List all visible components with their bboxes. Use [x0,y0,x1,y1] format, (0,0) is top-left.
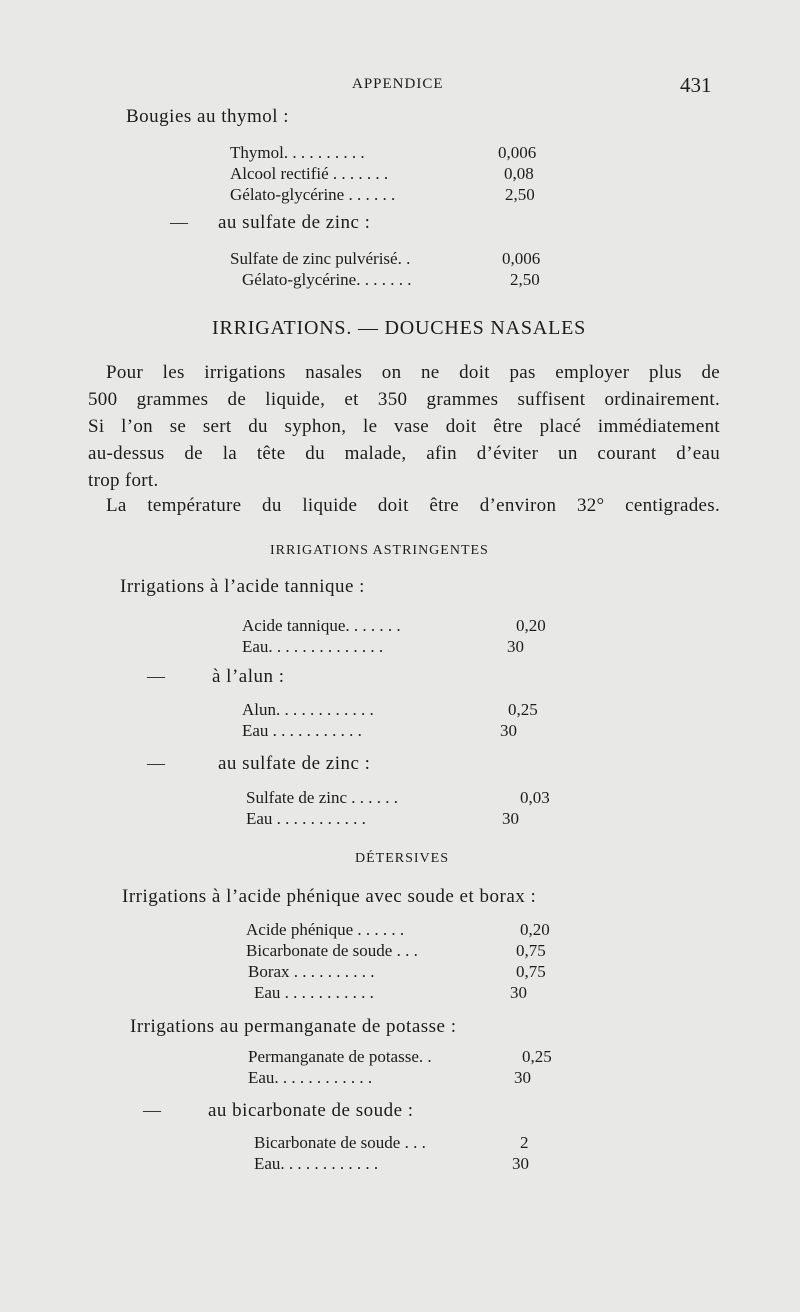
recipe-amount: 0,20 [516,616,546,635]
irrigation-intro: Irrigations au permanganate de potasse : [130,1016,457,1037]
ditto-dash: — [143,1100,161,1120]
recipe-item: Eau. . . . . . . . . . . . [254,1154,379,1173]
recipe-amount: 30 [514,1068,531,1087]
recipe-item: Alun. . . . . . . . . . . . [242,700,374,719]
recipe-item: Acide phénique . . . . . . [246,920,405,939]
recipe-amount: 0,006 [498,143,537,162]
recipe-amount: 0,75 [516,941,546,960]
page-number: 431 [680,73,712,97]
irrigation-intro: Irrigations à l’acide tannique : [120,576,365,597]
variant-label: au bicarbonate de soude : [208,1100,414,1121]
recipe-amount: 0,08 [504,164,534,183]
ditto-dash: — [147,666,165,686]
irrigation-intro: Irrigations à l’acide phénique avec soude et borax : [122,886,537,907]
section-heading: IRRIGATIONS. — DOUCHES NASALES [212,317,587,339]
recipe-amount: 0,03 [520,788,550,807]
recipe-amount: 0,25 [522,1047,552,1066]
variant-label: au sulfate de zinc : [218,753,371,774]
paragraph-line: au-dessus de la tête du malade, afin d’éviter un courant d’eau [88,443,720,464]
recipe-amount: 30 [507,637,524,656]
paragraph-line: La température du liquide doit être d’environ 32° centigrades. [106,495,720,516]
running-title: APPENDICE [352,76,444,92]
recipe-item: Eau . . . . . . . . . . . [254,983,374,1002]
bougies-title: Bougies au thymol : [126,106,290,127]
ditto-dash: — [147,753,165,773]
subsection-heading: IRRIGATIONS ASTRINGENTES [270,543,489,558]
variant-label: à l’alun : [212,666,285,687]
recipe-item: Sulfate de zinc . . . . . . [246,788,399,807]
subsection-heading: DÉTERSIVES [355,851,449,866]
recipe-item: Bicarbonate de soude . . . [254,1133,426,1152]
recipe-amount: 2 [520,1133,529,1152]
recipe-amount: 30 [502,809,519,828]
paragraph-line: trop fort. [88,470,159,491]
recipe-amount: 0,25 [508,700,538,719]
recipe-item: Bicarbonate de soude . . . [246,941,418,960]
recipe-amount: 30 [500,721,517,740]
recipe-item: Permanganate de potasse. . [248,1047,432,1066]
recipe-item: Acide tannique. . . . . . . [242,616,401,635]
recipe-amount: 0,75 [516,962,546,981]
recipe-amount: 0,006 [502,249,541,268]
recipe-amount: 2,50 [505,185,535,204]
recipe-item: Eau. . . . . . . . . . . . [248,1068,373,1087]
recipe-item: Thymol. . . . . . . . . . [230,143,365,162]
recipe-amount: 2,50 [510,270,540,289]
recipe-item: Eau. . . . . . . . . . . . . . [242,637,384,656]
paragraph-line: Pour les irrigations nasales on ne doit pas employer plus de [106,362,720,383]
recipe-amount: 30 [512,1154,529,1173]
ditto-dash: — [170,212,188,232]
recipe-item: Gélato-glycérine. . . . . . . [242,270,412,289]
recipe-item: Eau . . . . . . . . . . . [246,809,366,828]
paragraph-line: Si l’on se sert du syphon, le vase doit être placé immédiatement [88,416,720,437]
recipe-amount: 0,20 [520,920,550,939]
recipe-item: Eau . . . . . . . . . . . [242,721,362,740]
paragraph-line: 500 grammes de liquide, et 350 grammes suffisent ordinairement. [88,389,720,410]
recipe-item: Borax . . . . . . . . . . [248,962,375,981]
recipe-amount: 30 [510,983,527,1002]
recipe-item: Gélato-glycérine . . . . . . [230,185,396,204]
recipe-item: Sulfate de zinc pulvérisé. . [230,249,411,268]
variant-label: au sulfate de zinc : [218,212,371,233]
recipe-item: Alcool rectifié . . . . . . . [230,164,389,183]
